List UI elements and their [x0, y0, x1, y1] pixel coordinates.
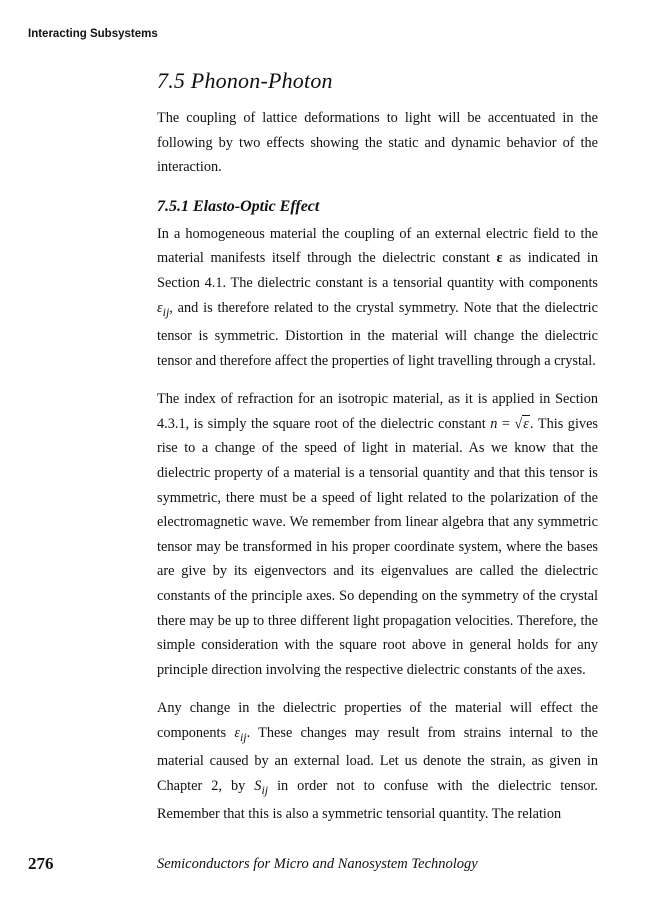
- subscript-ij: ij: [162, 304, 170, 319]
- text-run: as indicated in Section 4.1. The dielectric constant is a tensorial quantity with components: [157, 250, 598, 291]
- running-head: Interacting Subsystems: [28, 28, 158, 40]
- subscript-ij: ij: [239, 729, 247, 744]
- equals-sign: =: [497, 415, 515, 432]
- text-run: , and is therefore related to the crystal symmetry. Note that the dielectric tensor is symmetric. Distortion in the material will change the dielectric tensor and therefore affect the properties of light travelling through a crystal.: [157, 299, 598, 369]
- sqrt-sign: √: [514, 415, 523, 432]
- text-run: . This gives rise to a change of the speed of light in material. As we know that the dielectric property of a material is a tensorial quantity and that this tensor is symmetric, there must be a speed of light related to the polarization of the electromagnetic wave. We remember from linear algebra that any symmetric tensor may be transformed in his proper coordinate system, where the bases are give by its eigenvectors and its eigenvalues are called the dielectric constants of the principle axes. So depending on the symmetry of the crystal there may be up to three different light propagation velocities. Therefore, the simple consideration with the square root above in general holds for any principle direction involving the respective dielectric constants of the axes.: [157, 415, 598, 678]
- epsilon-ij-symbol: ε: [157, 299, 163, 316]
- paragraph-strain: [157, 696, 598, 827]
- refraction-index-symbol: n: [490, 415, 498, 432]
- text-run: Any change in the dielectric properties of the material will effect the components: [157, 700, 598, 741]
- text-run: . These changes may result from strains internal to the material caused by an external load. Let us denote the strain, as given in Chapter 2, by: [157, 724, 599, 794]
- paragraph-refraction: [157, 387, 598, 682]
- subscript-ij: ij: [261, 782, 269, 797]
- epsilon-symbol: ε: [496, 250, 503, 267]
- intro-paragraph: The coupling of lattice deformations to light will be accentuated in the following by two effects showing the static and dynamic behavior of the interaction.: [157, 110, 598, 176]
- epsilon-ij-symbol: ε: [234, 724, 240, 741]
- section-title: 7.5 Phonon-Photon: [157, 68, 333, 93]
- sqrt-radicand: ε: [523, 415, 529, 432]
- text-run: in order not to confuse with the dielectric tensor. Remember that this is also a symmetric tensorial quantity. The relation: [157, 777, 598, 823]
- strain-symbol: S: [254, 777, 262, 794]
- page-content: [157, 68, 598, 841]
- paragraph-dielectric: [157, 222, 598, 373]
- text-run: The index of refraction for an isotropic material, as it is applied in Section 4.3.1, is simply the square root of the dielectric constant: [157, 391, 598, 432]
- subsection-title: 7.5.1 Elasto-Optic Effect: [157, 197, 320, 215]
- book-title: Semiconductors for Micro and Nanosystem Technology: [157, 856, 478, 872]
- square-root-expression: [514, 415, 530, 432]
- text-run: In a homogeneous material the coupling of an external electric field to the material manifests itself through the dielectric constant: [157, 225, 598, 267]
- page-number: 276: [28, 854, 54, 873]
